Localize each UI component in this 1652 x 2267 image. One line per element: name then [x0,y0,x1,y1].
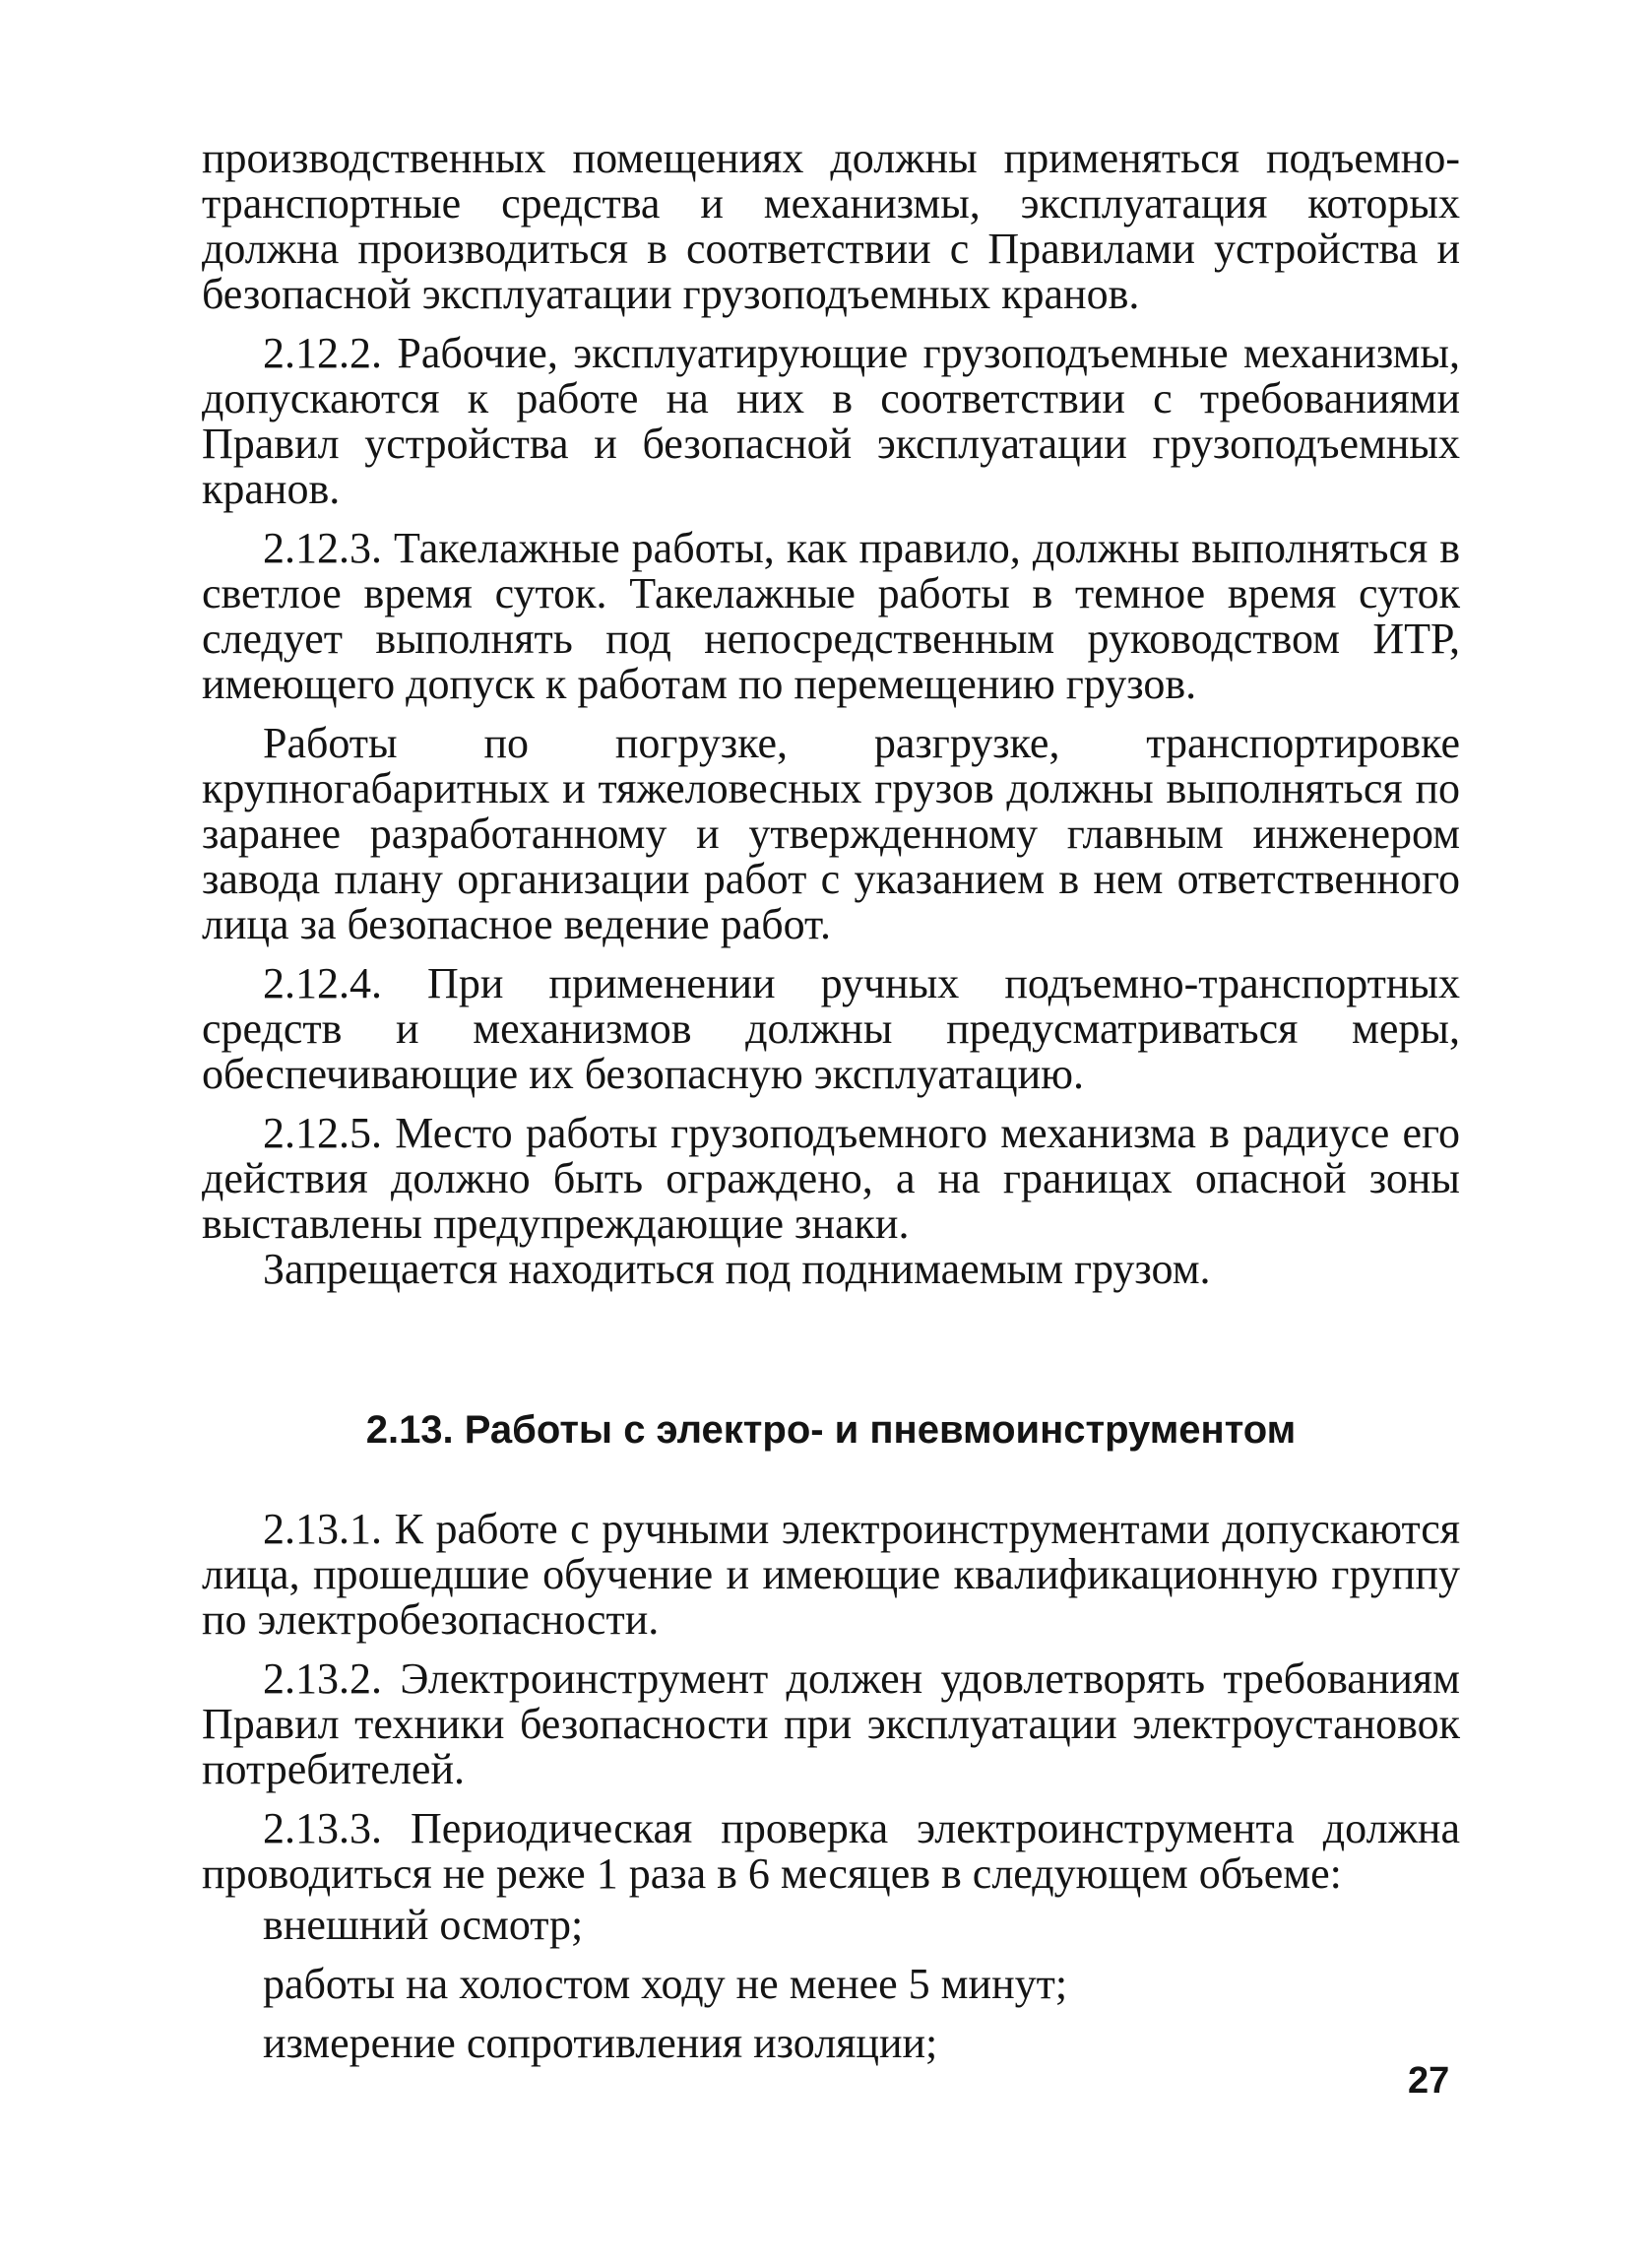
paragraph-2-12-5-prohibition: Запрещается находиться под поднимаемым грузом. [263,1245,1211,1293]
page-number: 27 [1408,2060,1450,2102]
section-2-13-body [202,1507,1460,2066]
paragraph-2-12-3: 2.12.3. Такелажные работы, как правило, должны выполняться в светлое время суток. Такелажные работы в темное время суток следует выполнять под непосредственным руководством ИТР, имеющего допуск к работам по перемещению грузов. [202,524,1460,708]
paragraph-2-13-1: 2.13.1. К работе с ручными электроинструментами допускаются лица, прошедшие обучение и имеющие квалификационную группу по электробезопасности. [202,1505,1460,1644]
document-page [202,134,1460,2067]
inspection-list [202,1903,1460,2066]
paragraph-2-12-4: 2.12.4. При применении ручных подъемно-транспортных средств и механизмов должны предусматриваться меры, обеспечивающие их безопасную эксплуатацию. [202,959,1460,1098]
paragraph-2-12-5: 2.12.5. Место работы грузоподъемного механизма в радиусе его действия должно быть ограждено, а на границах опасной зоны выставлены предупреждающие знаки. [202,1109,1460,1248]
paragraph-continuation: производственных помещениях должны применяться подъемно-транспортные средства и механизмы, эксплуатация которых должна производиться в соответствии с Правилами устройства и безопасной эксплуатации грузоподъемных кранов. [202,134,1460,318]
list-item: внешний осмотр; [263,1901,584,1949]
section-heading-2-13: 2.13. Работы с электро- и пневмоинструментом [365,1408,1297,1452]
paragraph-2-12-3-cargo: Работы по погрузке, разгрузке, транспортировке крупногабаритных и тяжеловесных грузов должны выполняться по заранее разработанному и утвержденному главным инженером завода плану организации работ с указанием в нем ответственного лица за безопасное ведение работ. [202,719,1460,948]
paragraph-2-13-3: 2.13.3. Периодическая проверка электроинструмента должна проводиться не реже 1 раза в 6 месяцев в следующем объеме: [202,1804,1460,1898]
paragraph-2-13-2: 2.13.2. Электроинструмент должен удовлетворять требованиям Правил техники безопасности при эксплуатации электроустановок потребителей. [202,1654,1460,1793]
paragraph-2-12-2: 2.12.2. Рабочие, эксплуатирующие грузоподъемные механизмы, допускаются к работе на них в соответствии с требованиями Правил устройства и безопасной эксплуатации грузоподъемных кранов. [202,329,1460,513]
list-item: работы на холостом ходу не менее 5 минут; [263,1960,1068,2008]
list-item: измерение сопротивления изоляции; [263,2019,938,2067]
